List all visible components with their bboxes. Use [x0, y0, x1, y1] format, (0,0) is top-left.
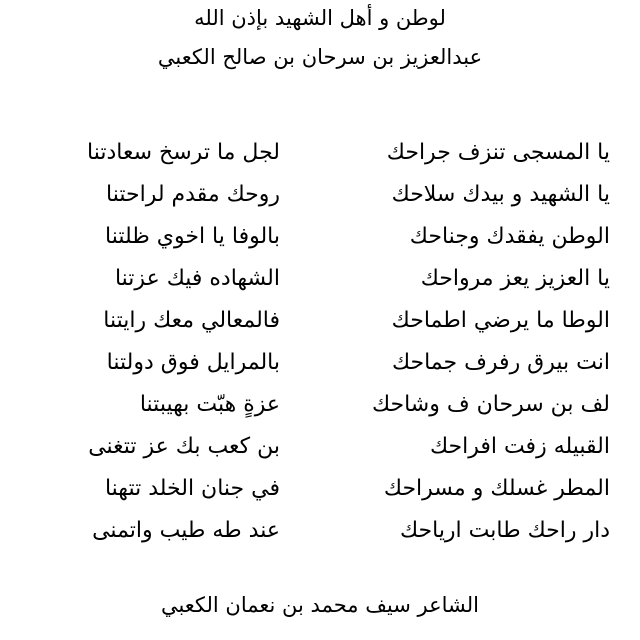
poet-signature: الشاعر سيف محمد بن نعمان الكعبي: [160, 593, 480, 617]
verse-first-hemistich: يا المسجى تنزف جراحك: [386, 140, 610, 165]
verse-second-hemistich: عزةٍ هبّت بهيبتنا: [139, 392, 280, 417]
verse-first-hemistich: لف بن سرحان ف وشاحك: [371, 392, 610, 417]
verse-first-hemistich: انت بيرق رفرف جماحك: [391, 350, 610, 375]
verse-row: [0, 220, 640, 260]
verse-second-hemistich: فالمعالي معك رايتنا: [103, 308, 280, 333]
verse-first-hemistich: المطر غسلك و مسراحك: [383, 476, 610, 501]
verse-row: [0, 304, 640, 344]
dedication-line: لوطن و أهل الشهيد بإذن الله: [194, 6, 446, 30]
verse-second-hemistich: في جنان الخلد تتهنا: [104, 476, 280, 501]
verse-second-hemistich: روحك مقدم لراحتنا: [106, 182, 280, 207]
verse-second-hemistich: بن كعب بك عز تتغنى: [88, 434, 280, 459]
verse-row: [0, 430, 640, 470]
verse-first-hemistich: يا العزيز يعز مرواحك: [420, 266, 610, 291]
verse-first-hemistich: الوطا ما يرضي اطماحك: [391, 308, 610, 333]
verse-second-hemistich: بالوفا يا اخوي ظلتنا: [105, 224, 280, 249]
honoree-name: عبدالعزيز بن سرحان بن صالح الكعبي: [157, 45, 483, 69]
verse-row: [0, 262, 640, 302]
verse-second-hemistich: بالمرايل فوق دولتنا: [106, 350, 280, 375]
verse-first-hemistich: القبيله زفت افراحك: [429, 434, 610, 459]
verse-second-hemistich: الشهاده فيك عزتنا: [114, 266, 280, 291]
verse-row: [0, 388, 640, 428]
verse-row: [0, 136, 640, 176]
verse-row: [0, 514, 640, 554]
verse-first-hemistich: دار راحك طابت ارياحك: [399, 518, 610, 543]
verse-second-hemistich: لجل ما ترسخ سعادتنا: [87, 140, 280, 165]
verse-row: [0, 346, 640, 386]
verse-row: [0, 472, 640, 512]
verse-first-hemistich: يا الشهيد و بيدك سلاحك: [391, 182, 610, 207]
verse-first-hemistich: الوطن يفقدك وجناحك: [409, 224, 610, 249]
verse-row: [0, 178, 640, 218]
verse-second-hemistich: عند طه طيب واتمنى: [92, 518, 280, 543]
